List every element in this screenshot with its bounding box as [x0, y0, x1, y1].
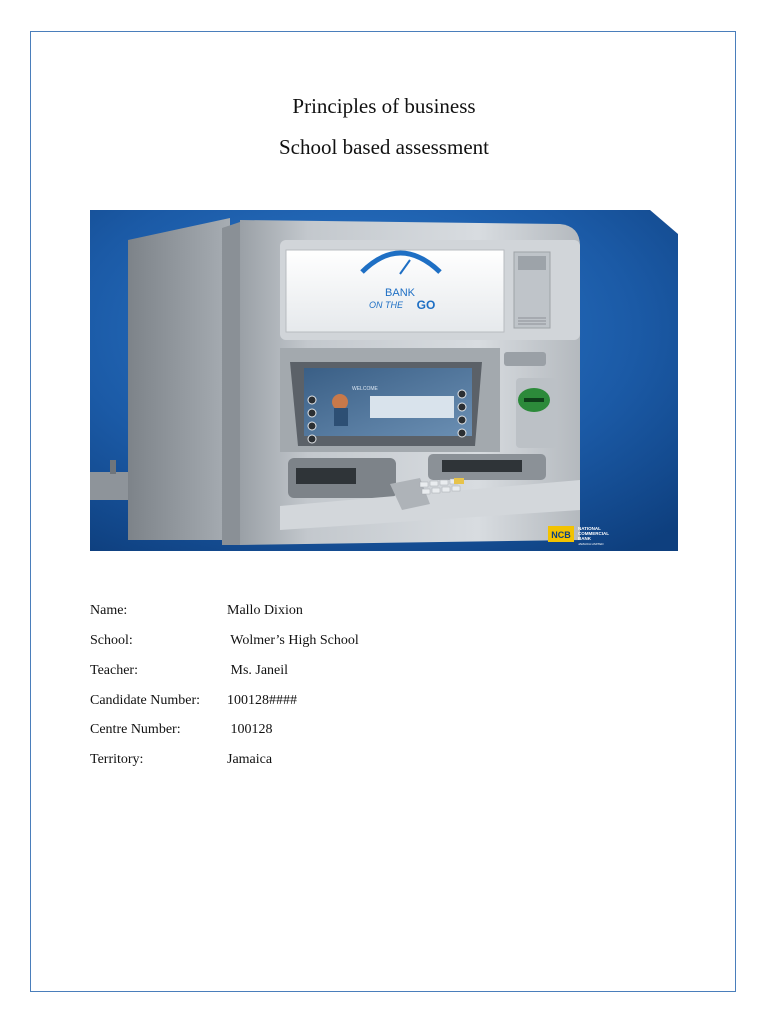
candidate-number-label: Candidate Number: [90, 693, 201, 708]
document-title: Principles of business [292, 94, 476, 118]
name-label: Name: [90, 603, 128, 618]
atm-photo [90, 210, 678, 551]
teacher-label: Teacher: [90, 663, 138, 678]
territory-label: Territory: [90, 752, 144, 767]
ncb-logo-text-3: BANK [578, 536, 591, 541]
sign-line-2-strong: GO [416, 298, 436, 312]
territory-value: Jamaica [227, 752, 273, 767]
name-value: Mallo Dixion [227, 603, 303, 618]
ncb-logo-mark: NCB [551, 530, 571, 540]
school-value: Wolmer’s High School [227, 633, 359, 648]
ncb-logo-text-4: JAMAICA LIMITED [578, 542, 604, 546]
document-subtitle: School based assessment [279, 135, 489, 159]
centre-number-label: Centre Number: [90, 722, 181, 737]
ncb-logo-text-1: NATIONAL [578, 526, 601, 531]
sign-line-1: BANK [385, 287, 415, 299]
screen-welcome-text: WELCOME [352, 386, 378, 392]
sign-line-2-prefix: ON THE [368, 300, 404, 310]
centre-number-value: 100128 [227, 722, 273, 737]
ncb-logo-text-2: COMMERCIAL [578, 531, 609, 536]
info-row-territory [90, 752, 273, 816]
teacher-value: Ms. Janeil [227, 663, 289, 678]
candidate-number-value: 100128#### [227, 693, 297, 708]
school-label: School: [90, 633, 133, 648]
